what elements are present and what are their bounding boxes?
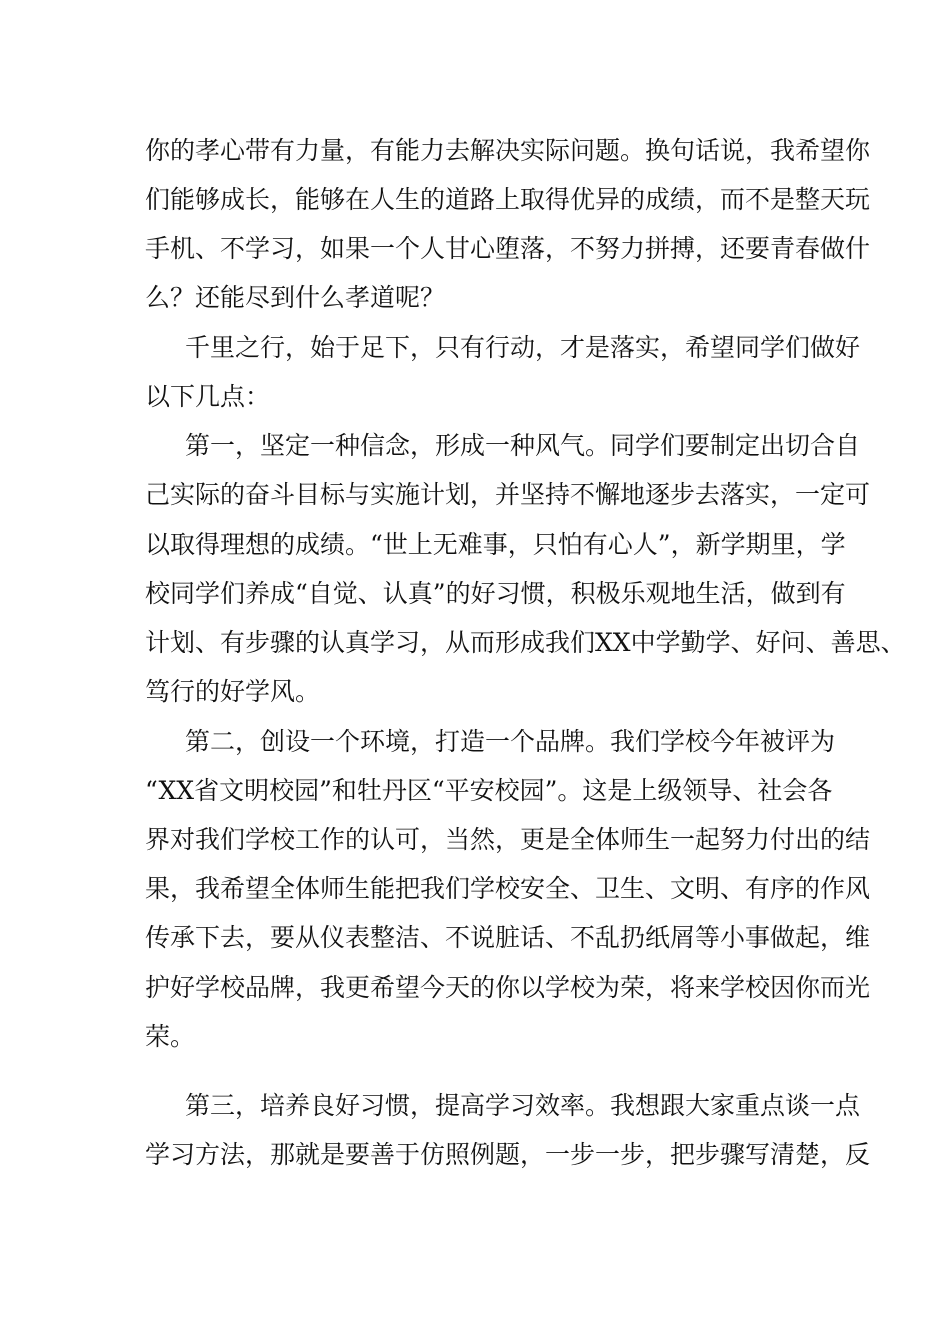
paragraph-3-line-3: 以取得理想的成绩。“世上无难事，只怕有心人”，新学期里，学 <box>145 530 846 559</box>
paragraph-4-line-2: “XX省文明校园”和牡丹区“平安校园”。这是上级领导、社会各 <box>145 776 833 805</box>
paragraph-3-line-6: 笃行的好学风。 <box>145 677 321 706</box>
paragraph-1-line-1: 你的孝心带有力量，有能力去解决实际问题。换句话说，我希望你 <box>145 136 871 165</box>
paragraph-3-line-2: 己实际的奋斗目标与实施计划，并坚持不懈地逐步去落实，一定可 <box>145 480 871 509</box>
paragraph-1-line-4: 么？还能尽到什么孝道呢？ <box>145 283 446 312</box>
paragraph-4-line-7: 荣。 <box>145 1022 196 1051</box>
paragraph-1-line-2: 们能够成长，能够在人生的道路上取得优异的成绩，而不是整天玩 <box>145 185 871 214</box>
paragraph-4-line-3: 界对我们学校工作的认可，当然，更是全体师生一起努力付出的结 <box>145 825 871 854</box>
paragraph-2-line-1: 千里之行，始于足下，只有行动，才是落实，希望同学们做好 <box>185 333 861 362</box>
paragraph-5-line-2: 学习方法，那就是要善于仿照例题，一步一步，把步骤写清楚，反 <box>145 1140 871 1169</box>
paragraph-4-line-5: 传承下去，要从仪表整洁、不说脏话、不乱扔纸屑等小事做起，维 <box>145 923 871 952</box>
paragraph-1-line-3: 手机、不学习，如果一个人甘心堕落，不努力拼搏，还要青春做什 <box>145 234 871 263</box>
paragraph-4-line-6: 护好学校品牌，我更希望今天的你以学校为荣，将来学校因你而光 <box>145 973 871 1002</box>
paragraph-4-line-4: 果，我希望全体师生能把我们学校安全、卫生、文明、有序的作风 <box>145 874 871 903</box>
paragraph-3-line-1: 第一，坚定一种信念，形成一种风气。同学们要制定出切合自 <box>185 431 861 460</box>
paragraph-5-line-1: 第三，培养良好习惯，提高学习效率。我想跟大家重点谈一点 <box>185 1091 861 1120</box>
paragraph-2-line-2: 以下几点： <box>145 382 271 411</box>
paragraph-4-line-1: 第二，创设一个环境，打造一个品牌。我们学校今年被评为 <box>185 727 836 756</box>
paragraph-3-line-4: 校同学们养成“自觉、认真”的好习惯，积极乐观地生活，做到有 <box>145 579 846 608</box>
paragraph-3-line-5: 计划、有步骤的认真学习，从而形成我们XX中学勤学、好问、善思、 <box>145 628 906 657</box>
